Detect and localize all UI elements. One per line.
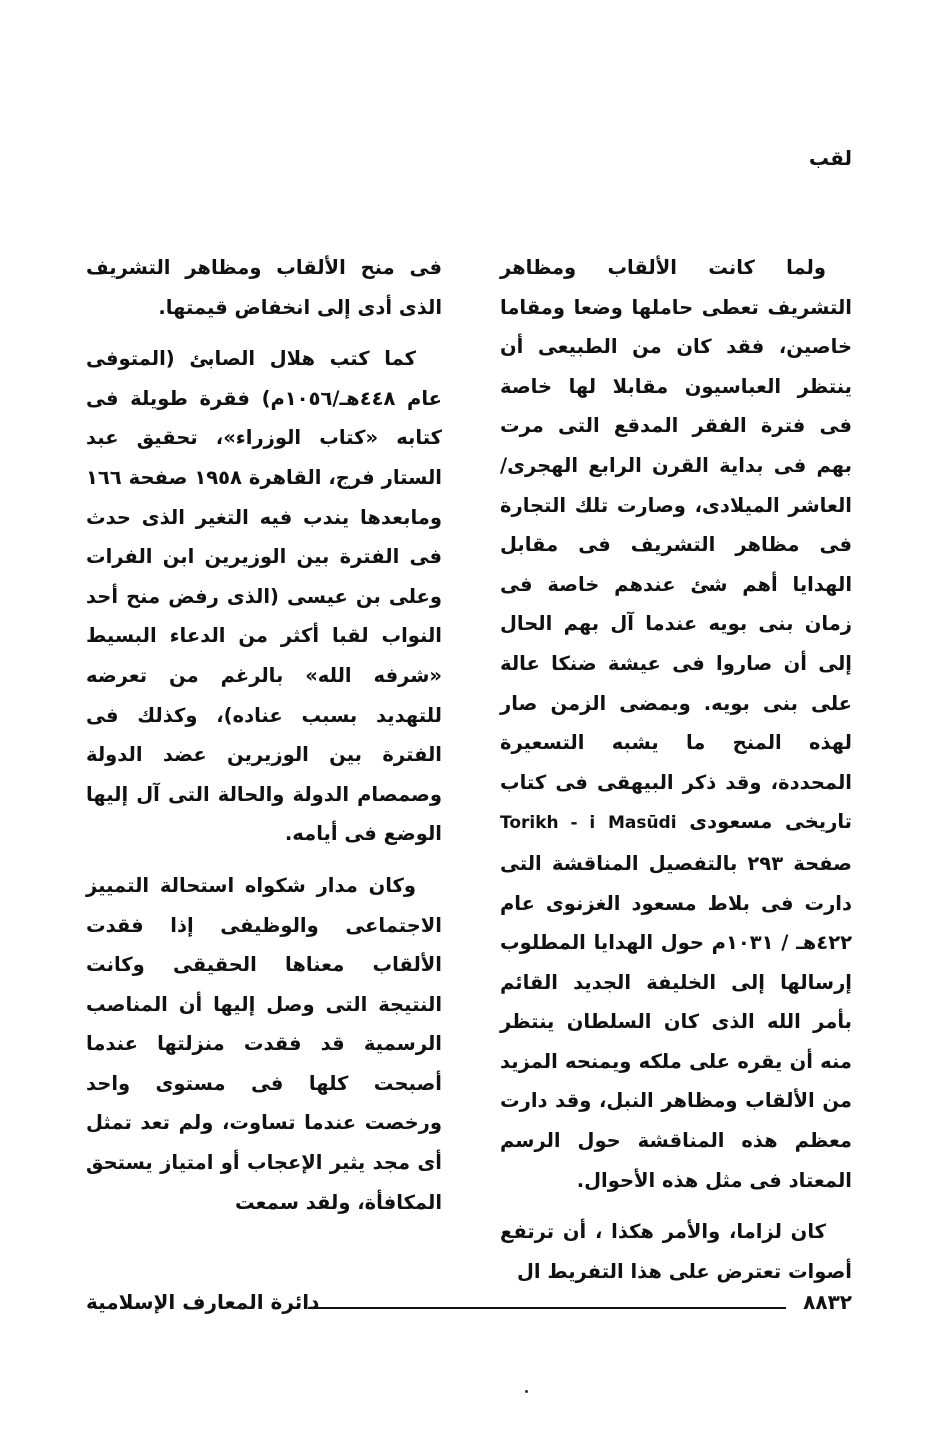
paragraph: وكان مدار شكواه استحالة التمييز الاجتماعى والوظيفى إذا فقدت الألقاب معناها الحقيقى وكانت النتيجة التى وصل إليها أن المناصب الرسمية قد فقدت منزلتها عندما أصبحت كلها فى مستوى واحد ورخصت عندما تساوت، ولم تعد تمثل أى مجد يثير الإعجاب أو امتياز يستحق المكافأة، ولقد سمعت <box>86 873 442 1214</box>
running-head: لقب <box>808 146 852 170</box>
latin-title-line-2: Masūdi <box>607 813 677 834</box>
paragraph-text: ولما كانت الألقاب ومظاهر التشريف تعطى حاملها وضعا ومقاما خاصين، فقد كان من الطبيعى أن ينتظر العباسيون مقابلا لها خاصة فى فترة الفقر المدقع التى مرت بهم فى بداية القرن الرابع الهجرى/ العاشر الميلادى، وصارت تلك التجارة فى مظاهر التشريف فى مقابل الهدايا أهم شئ عندهم خاصة فى زمان بنى بويه عندما آل بهم الحال إلى أن صاروا فى عيشة ضنكا عالة على بنى بويه. وبمضى الزمن صار لهذه المنح ما يشبه التسعيرة المحددة، وقد ذكر البيهقى فى كتاب تاريخى مسعودى <box>500 256 852 834</box>
paragraph: كما كتب هلال الصابئ (المتوفى عام ٤٤٨هـ/١٠٥٦م) فقرة طويلة فى كتابه «كتاب الوزراء»، تحقيق عبد الستار فرج، القاهرة ١٩٥٨ صفحة ١٦٦ ومابعدها يندب فيه التغير الذى حدث فى الفترة بين الوزيرين ابن الفرات وعلى بن عيسى (الذى رفض منح أحد النواب لقبا أكثر من الدعاء البسيط «شرفه الله» بالرغم من تعرضه للتهديد بسبب عناده)، وكذلك فى الفترة بين الوزيرين عضد الدولة وصمصام الدولة والحالة التى آل إليها الوضع فى أيامه. <box>86 347 442 846</box>
scan-speck <box>525 1390 528 1393</box>
paragraph: فى منح الألقاب ومظاهر التشريف الذى أدى إلى انخفاض قيمتها. <box>86 256 442 319</box>
paragraph-text-continued: صفحة ٢٩٣ بالتفصيل المناقشة التى دارت فى بلاط مسعود الغزنوى عام ٤٢٢هـ / ١٠٣١م حول الهدايا المطلوب إرسالها إلى الخليفة الجديد القائم بأمر الله الذى كان السلطان ينتظر منه أن يقره على ملكه ويمنحه المزيد من الألقاب ومظاهر النبل، وقد دارت معظم هذه المناقشة حول الرسم المعتاد فى مثل هذه الأحوال. <box>500 851 853 1192</box>
latin-title-line-1: Torikh - i <box>500 813 596 834</box>
column-left <box>86 248 442 1234</box>
paragraph <box>500 248 852 1200</box>
footer-divider <box>308 1307 786 1309</box>
publication-title: دائرة المعارف الإسلامية <box>86 1290 320 1314</box>
paragraph: كان لزاما، والأمر هكذا ، أن ترتفع أصوات تعترض على هذا التفريط ال <box>500 1220 852 1283</box>
page-number: ٨٨٣٢ <box>803 1290 852 1314</box>
column-right <box>500 248 852 1303</box>
page-footer <box>86 1290 852 1320</box>
